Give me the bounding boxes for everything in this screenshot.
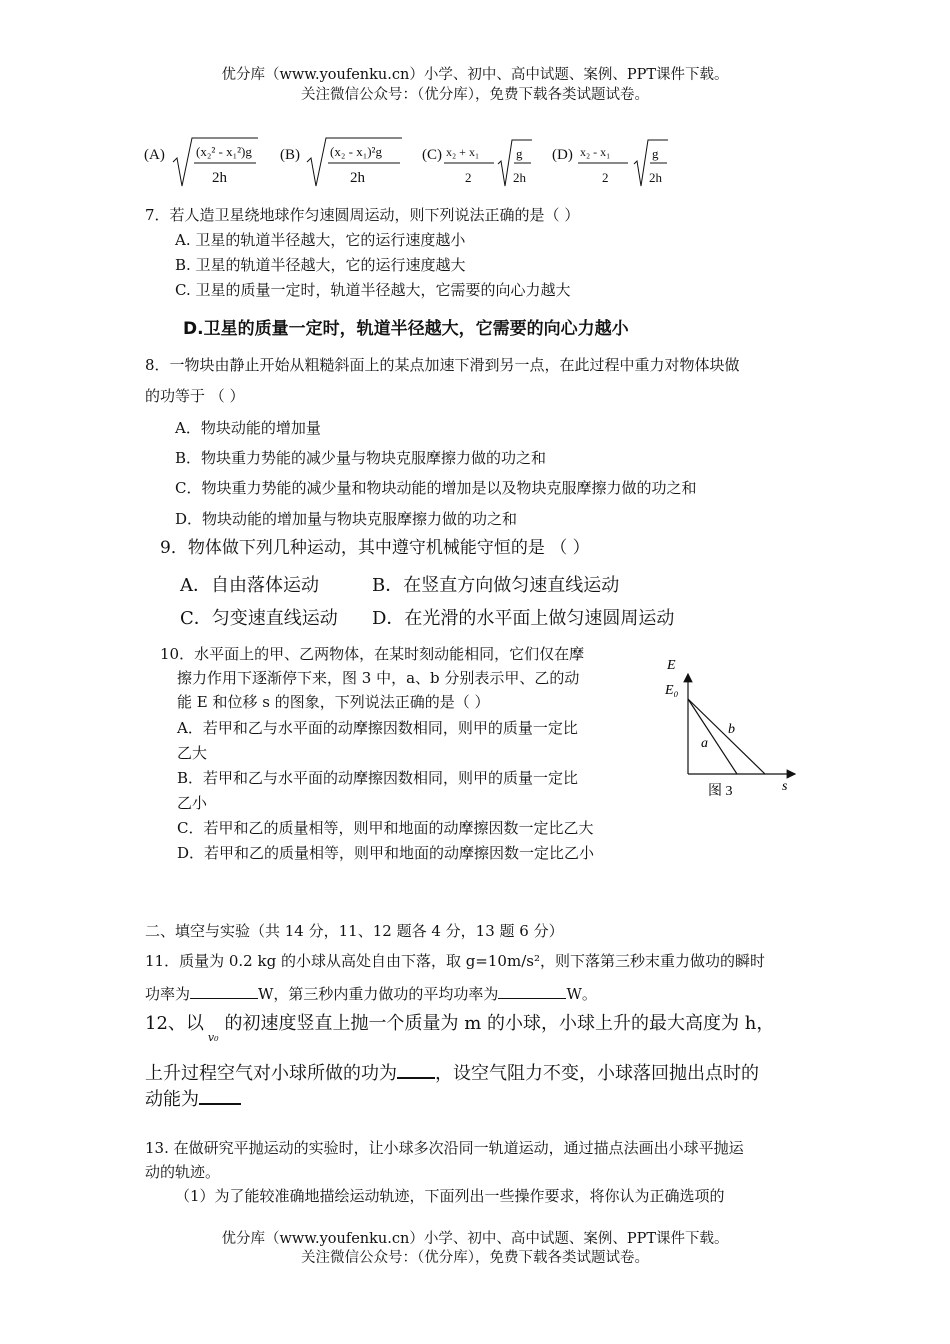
q7-option-c: C. 卫星的质量一定时，轨道半径越大，它需要的向心力越大: [175, 281, 571, 299]
q9-stem: 9．物体做下列几种运动，其中遵守机械能守恒的是 （ ）: [160, 538, 590, 558]
q6-option-b-label: (B): [280, 147, 300, 163]
q12-line-2: [145, 1060, 759, 1085]
q8-stem-line-1: 8．一物块由静止开始从粗糙斜面上的某点加速下滑到另一点，在此过程中重力对物体块做: [145, 356, 740, 374]
q6-option-d-frac-denominator: 2: [602, 170, 609, 185]
q13-line-3: （1）为了能较准确地描绘运动轨迹，下面列出一些操作要求，将你认为正确选项的: [175, 1187, 725, 1205]
q6-option-b-numerator: (x₂ - x₁)²g: [330, 144, 382, 159]
q7-option-d: D.卫星的质量一定时，轨道半径越大，它需要的向心力越小: [183, 319, 629, 339]
q6-options-formulas: [140, 134, 700, 190]
q12-v0: v₀: [207, 1031, 219, 1044]
q12-line-2-text-b: ，设空气阻力不变，小球落回抛出点时的: [435, 1063, 759, 1084]
q6-option-c-root-numerator: g: [516, 146, 523, 161]
q11-line-1: 11．质量为 0.2 kg 的小球从高处自由下落，取 g=10m/s²，则下落第三秒末重力做功的瞬时: [145, 952, 765, 970]
q8-option-c: C．物块重力势能的减少量和物块动能的增加是以及物块克服摩擦力做的功之和: [175, 479, 697, 497]
q6-option-d-root-numerator: g: [652, 146, 659, 161]
header-line-1: 优分库（www.youfenku.cn）小学、初中、高中试题、案例、PPT课件下载。: [221, 67, 729, 83]
q12-part-2: 的初速度竖直上抛一个质量为 m 的小球，小球上升的最大高度为 h，: [224, 1013, 775, 1034]
q8-option-b: B．物块重力势能的减少量与物块克服摩擦力做的功之和: [175, 449, 547, 467]
section-2-title: 二、填空与实验（共 14 分，11、12 题各 4 分，13 题 6 分）: [145, 922, 564, 940]
x-axis-label: s: [782, 779, 788, 794]
q6-option-c-label: (C): [422, 147, 442, 163]
q10-option-d: D．若甲和乙的质量相等，则甲和地面的动摩擦因数一定比乙小: [177, 844, 595, 862]
q6-option-d-label: (D): [552, 147, 573, 163]
q12-blank-1[interactable]: [397, 1060, 435, 1079]
q6-option-a-label: (A): [144, 147, 165, 163]
q9-option-a: A．自由落体运动: [180, 575, 319, 596]
q12-line-2-text-a: 上升过程空气对小球所做的功为: [145, 1063, 397, 1084]
q11-text-a: 功率为: [145, 985, 191, 1003]
footer-line-2: 关注微信公众号：（优分库），免费下载各类试题试卷。: [301, 1250, 649, 1266]
q10-option-b-line-2: 乙小: [177, 794, 208, 812]
q10-stem-line-3: 能 E 和位移 s 的图象，下列说法正确的是（ ）: [177, 693, 490, 711]
q6-option-a-denominator: 2h: [212, 170, 227, 186]
q11-blank-1[interactable]: [190, 984, 258, 999]
q6-option-a-numerator: (x₂² - x₁²)g: [196, 144, 252, 159]
line-b: [688, 699, 765, 774]
line-a-label: a: [701, 736, 708, 751]
q7-option-a: A. 卫星的轨道半径越大，它的运行速度越小: [175, 231, 466, 249]
q12-line-3-text: 动能为: [145, 1089, 199, 1110]
q6-option-d-frac-numerator: x₂ - x₁: [580, 145, 611, 159]
q11-line-2: [145, 984, 597, 1005]
q8-option-a: A．物块动能的增加量: [175, 419, 321, 437]
q12-part-1: 12、以: [145, 1013, 204, 1034]
q12-line-3: [145, 1086, 241, 1111]
q9-option-b: B．在竖直方向做匀速直线运动: [372, 575, 620, 596]
q13-line-1: 13. 在做研究平抛运动的实验时，让小球多次沿同一轨道运动，通过描点法画出小球平抛运: [145, 1139, 744, 1157]
q6-option-c-frac-numerator: x₂ + x₁: [446, 145, 480, 159]
e0-label: E₀: [665, 683, 679, 698]
q11-text-c: W。: [566, 985, 597, 1003]
line-b-label: b: [728, 722, 735, 737]
q10-option-a-line-2: 乙大: [177, 744, 208, 762]
figure-3-energy-displacement-graph: [655, 652, 805, 802]
q10-stem-line-1: 10．水平面上的甲、乙两物体，在某时刻动能相同，它们仅在摩: [160, 645, 585, 663]
q10-option-a-line-1: A．若甲和乙与水平面的动摩擦因数相同，则甲的质量一定比: [177, 719, 578, 737]
q7-option-b: B. 卫星的轨道半径越大，它的运行速度越大: [175, 256, 466, 274]
q7-stem: 7．若人造卫星绕地球作匀速圆周运动，则下列说法正确的是（ ）: [145, 206, 580, 224]
q11-text-b: W，第三秒内重力做功的平均功率为: [258, 985, 499, 1003]
q10-option-c: C．若甲和乙的质量相等，则甲和地面的动摩擦因数一定比乙大: [177, 819, 594, 837]
y-axis-label: E: [667, 658, 676, 673]
q8-stem-line-2: 的功等于 （ ）: [145, 387, 245, 405]
q12-blank-2[interactable]: [199, 1086, 241, 1105]
q10-stem-line-2: 擦力作用下逐渐停下来，图 3 中，a、b 分别表示甲、乙的动: [177, 669, 580, 687]
q12-line-1: [145, 1012, 775, 1044]
q6-option-c-frac-denominator: 2: [465, 170, 472, 185]
q6-option-d-root-denominator: 2h: [649, 170, 662, 185]
q9-option-c: C．匀变速直线运动: [180, 608, 338, 629]
figure-caption: 图 3: [708, 784, 733, 799]
q6-option-c-root-denominator: 2h: [513, 170, 526, 185]
q10-option-b-line-1: B．若甲和乙与水平面的动摩擦因数相同，则甲的质量一定比: [177, 769, 579, 787]
q6-option-b-denominator: 2h: [350, 170, 365, 186]
q9-option-d: D．在光滑的水平面上做匀速圆周运动: [372, 608, 675, 629]
q8-option-d: D．物块动能的增加量与物块克服摩擦力做的功之和: [175, 510, 518, 528]
q11-blank-2[interactable]: [498, 984, 566, 999]
footer-line-1: 优分库（www.youfenku.cn）小学、初中、高中试题、案例、PPT课件下载。: [221, 1231, 729, 1247]
q13-line-2: 动的轨迹。: [145, 1163, 221, 1181]
header-line-2: 关注微信公众号：（优分库），免费下载各类试题试卷。: [301, 87, 649, 103]
